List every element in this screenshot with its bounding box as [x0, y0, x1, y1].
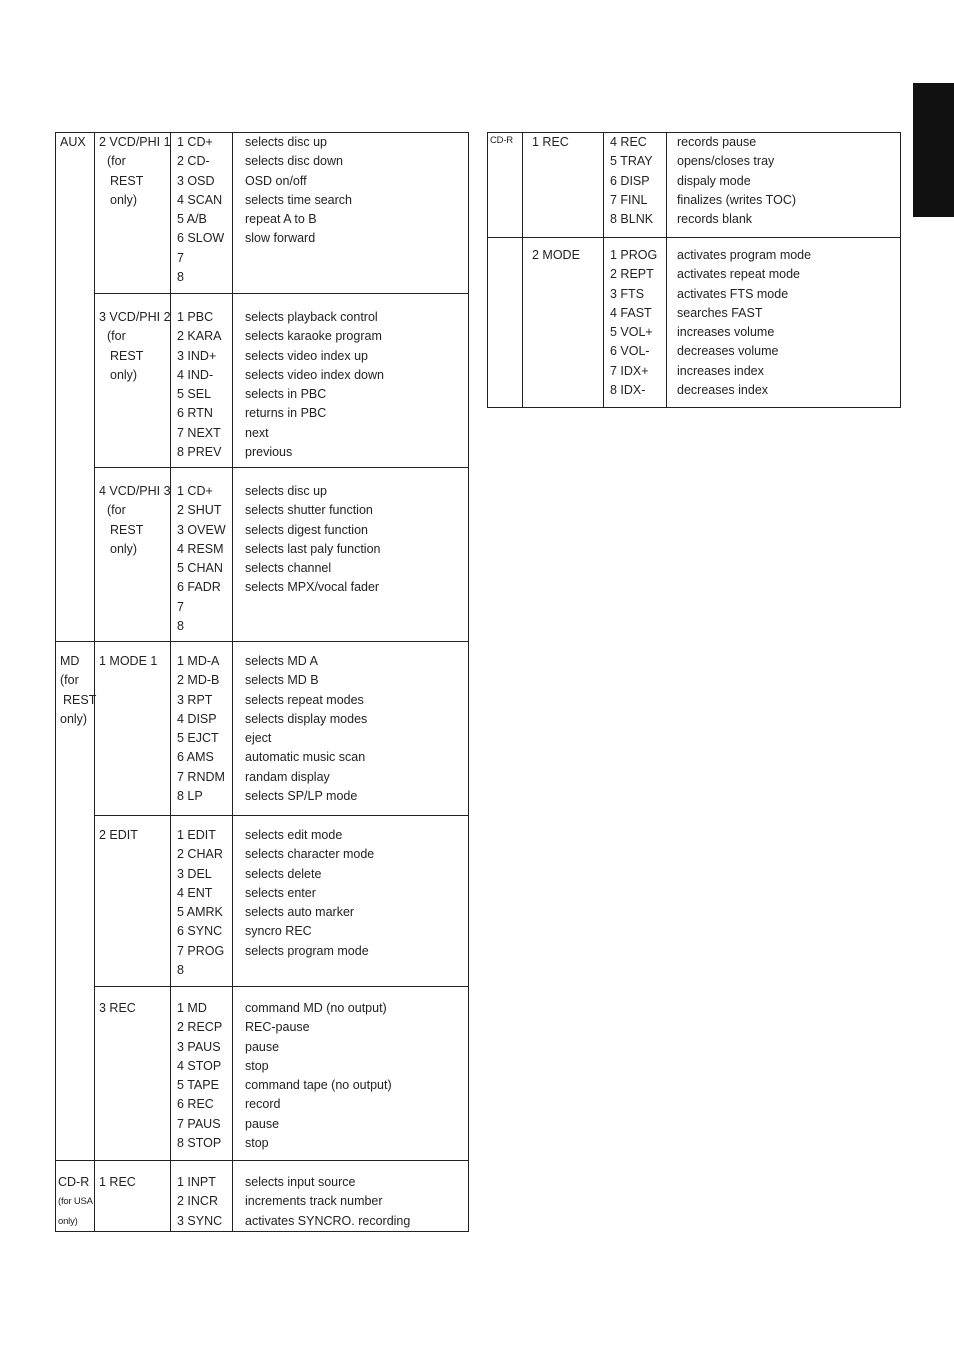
key-label: 2 INCR	[177, 1194, 218, 1209]
function-list	[233, 294, 469, 468]
function-text: previous	[245, 445, 293, 460]
function-text: selects karaoke program	[245, 329, 382, 344]
key-label: 8	[177, 963, 184, 978]
function-text: returns in PBC	[245, 406, 327, 421]
key-label: 3 SYNC	[177, 1213, 223, 1228]
mode-cell	[523, 238, 604, 408]
function-text: finalizes (writes TOC)	[677, 192, 797, 207]
mode-label: 1 MODE 1	[99, 654, 158, 668]
key-label: 1 PBC	[177, 310, 214, 324]
remote-codes-table-right	[487, 132, 901, 408]
mode-note: (for	[107, 329, 126, 344]
key-label: 6 DISP	[610, 173, 650, 188]
key-label: 4 STOP	[177, 1058, 222, 1073]
device-note: only)	[58, 1215, 78, 1227]
key-label: 6 FADR	[177, 580, 221, 595]
key-label: 4 IND-	[177, 367, 214, 382]
mode-note: REST	[110, 173, 144, 188]
device-label: CD-R	[58, 1175, 90, 1189]
key-label: 1 INPT	[177, 1175, 216, 1189]
key-label: 2 REPT	[610, 267, 654, 282]
function-text: randam display	[245, 769, 330, 784]
key-label: 8 IDX-	[610, 383, 646, 398]
function-text: selects MD B	[245, 673, 319, 688]
function-text: selects channel	[245, 561, 332, 576]
key-label: 4 REC	[610, 135, 647, 149]
mode-label: 2 EDIT	[99, 828, 138, 842]
key-label: 3 PAUS	[177, 1039, 221, 1054]
function-text: selects playback control	[245, 310, 378, 324]
function-text: selects input source	[245, 1175, 356, 1189]
key-list	[171, 294, 233, 468]
key-label: 6 AMS	[177, 750, 214, 765]
function-text: selects digest function	[245, 522, 368, 537]
function-text: opens/closes tray	[677, 154, 775, 169]
function-text: repeat A to B	[245, 212, 317, 227]
key-label: 1 EDIT	[177, 828, 216, 842]
key-label: 7	[177, 250, 184, 265]
mode-label: 1 REC	[99, 1175, 136, 1189]
key-label: 7 PROG	[177, 943, 225, 958]
function-text: stop	[245, 1136, 269, 1151]
table-row	[56, 816, 469, 987]
mode-label: 3 VCD/PHI 2	[99, 310, 171, 324]
table-row	[56, 133, 469, 294]
function-text: increases volume	[677, 325, 775, 340]
mode-label: 2 VCD/PHI 1	[99, 135, 171, 149]
device-cell-cdr	[56, 1161, 95, 1232]
table-row	[56, 294, 469, 468]
remote-codes-table-left	[55, 132, 469, 1232]
key-label: 5 TRAY	[610, 154, 653, 169]
key-label: 6 SYNC	[177, 924, 223, 939]
function-text: selects character mode	[245, 847, 375, 862]
key-label: 4 FAST	[610, 305, 652, 320]
mode-label: 2 MODE	[532, 248, 580, 262]
function-list	[233, 1161, 469, 1232]
function-text: selects edit mode	[245, 828, 343, 842]
key-label: 3 FTS	[610, 286, 645, 301]
function-text: activates FTS mode	[677, 286, 789, 301]
function-text: selects time search	[245, 192, 352, 207]
key-list	[171, 816, 233, 987]
key-label: 2 CD-	[177, 154, 210, 169]
mode-note: only)	[110, 192, 138, 207]
function-text: slow forward	[245, 231, 316, 246]
function-text: activates repeat mode	[677, 267, 800, 282]
function-text: stop	[245, 1058, 269, 1073]
key-list	[171, 133, 233, 294]
function-list	[233, 816, 469, 987]
key-label: 7 IDX+	[610, 363, 649, 378]
key-label: 5 CHAN	[177, 561, 223, 576]
key-label: 1 MD	[177, 1001, 207, 1015]
mode-label: 4 VCD/PHI 3	[99, 484, 171, 498]
function-text: command tape (no output)	[245, 1078, 392, 1093]
function-text: command MD (no output)	[245, 1001, 387, 1015]
device-label: CD-R	[490, 135, 513, 146]
key-label: 3 RPT	[177, 692, 213, 707]
key-list	[604, 133, 667, 238]
function-text: pause	[245, 1039, 280, 1054]
device-note: (for	[60, 673, 79, 688]
function-list	[667, 133, 901, 238]
key-label: 8 STOP	[177, 1136, 222, 1151]
key-label: 6 VOL-	[610, 344, 650, 359]
device-cell-cdr	[488, 133, 523, 238]
function-text: selects auto marker	[245, 905, 355, 920]
key-label: 3 IND+	[177, 348, 217, 363]
function-text: selects MPX/vocal fader	[245, 580, 380, 595]
mode-note: only)	[110, 367, 138, 382]
key-list	[171, 642, 233, 816]
function-list	[233, 642, 469, 816]
key-label: 3 OVEW	[177, 522, 226, 537]
key-label: 2 CHAR	[177, 847, 223, 862]
function-text: selects video index down	[245, 367, 384, 382]
table-row	[56, 987, 469, 1161]
key-label: 7 RNDM	[177, 769, 225, 784]
key-label: 1 PROG	[610, 248, 658, 262]
function-list	[233, 468, 469, 642]
mode-note: REST	[110, 522, 144, 537]
mode-note: REST	[110, 348, 144, 363]
function-text: increments track number	[245, 1194, 383, 1209]
function-text: selects last paly function	[245, 541, 381, 556]
function-text: dispaly mode	[677, 173, 751, 188]
key-label: 5 TAPE	[177, 1078, 219, 1093]
key-label: 8	[177, 270, 184, 285]
key-label: 2 RECP	[177, 1020, 223, 1035]
key-label: 5 EJCT	[177, 731, 219, 746]
function-text: eject	[245, 731, 272, 746]
table-row	[488, 133, 901, 238]
key-label: 5 VOL+	[610, 325, 653, 340]
function-text: selects video index up	[245, 348, 368, 363]
key-label: 4 ENT	[177, 885, 213, 900]
key-label: 1 CD+	[177, 135, 213, 149]
mode-cell	[95, 468, 171, 642]
key-label: 6 SLOW	[177, 231, 225, 246]
device-label: AUX	[60, 135, 86, 149]
key-label: 3 DEL	[177, 866, 212, 881]
function-text: next	[245, 425, 269, 440]
device-note: (for USA	[58, 1196, 93, 1208]
function-text: record	[245, 1097, 281, 1112]
function-text: syncro REC	[245, 924, 312, 939]
mode-cell	[95, 294, 171, 468]
key-list	[604, 238, 667, 408]
key-label: 6 RTN	[177, 406, 213, 421]
function-text: REC-pause	[245, 1020, 310, 1035]
function-text: decreases index	[677, 383, 769, 398]
table-row	[56, 1161, 469, 1232]
function-text: selects SP/LP mode	[245, 789, 358, 804]
key-label: 7 NEXT	[177, 425, 221, 440]
function-text: searches FAST	[677, 305, 763, 320]
function-text: records pause	[677, 135, 757, 149]
key-list	[171, 987, 233, 1161]
function-text: selects delete	[245, 866, 322, 881]
device-cell-md	[56, 642, 95, 1161]
key-label: 8 LP	[177, 789, 203, 804]
key-label: 6 REC	[177, 1097, 214, 1112]
function-text: pause	[245, 1116, 280, 1131]
key-label: 2 SHUT	[177, 503, 222, 518]
language-side-tab	[913, 83, 954, 217]
mode-cell	[95, 642, 171, 816]
device-note: only)	[60, 711, 88, 726]
key-label: 8 BLNK	[610, 212, 654, 227]
key-label: 4 DISP	[177, 711, 217, 726]
function-text: selects shutter function	[245, 503, 373, 518]
function-text: activates program mode	[677, 248, 812, 262]
table-row	[56, 468, 469, 642]
table-row	[488, 238, 901, 408]
key-label: 2 MD-B	[177, 673, 220, 688]
mode-cell	[95, 1161, 171, 1232]
function-text: records blank	[677, 212, 753, 227]
key-label: 5 A/B	[177, 212, 207, 227]
key-label: 5 SEL	[177, 387, 212, 402]
function-list	[233, 987, 469, 1161]
mode-cell	[95, 133, 171, 294]
key-label: 7 PAUS	[177, 1116, 221, 1131]
mode-label: 3 REC	[99, 1001, 136, 1015]
function-text: selects MD A	[245, 654, 318, 668]
function-text: OSD on/off	[245, 173, 307, 188]
table-row	[56, 642, 469, 816]
mode-note: only)	[110, 541, 138, 556]
key-label: 7 FINL	[610, 192, 648, 207]
function-text: increases index	[677, 363, 764, 378]
key-list	[171, 468, 233, 642]
function-text: selects display modes	[245, 711, 368, 726]
key-list	[171, 1161, 233, 1232]
function-list	[667, 238, 901, 408]
mode-note: (for	[107, 154, 126, 169]
key-label: 1 CD+	[177, 484, 213, 498]
key-label: 1 MD-A	[177, 654, 220, 668]
key-label: 2 KARA	[177, 329, 222, 344]
mode-cell	[95, 816, 171, 987]
device-cell-aux	[56, 133, 95, 642]
device-label: MD	[60, 654, 80, 668]
mode-cell	[95, 987, 171, 1161]
mode-cell	[523, 133, 604, 238]
key-label: 5 AMRK	[177, 905, 223, 920]
function-text: selects in PBC	[245, 387, 327, 402]
mode-note: (for	[107, 503, 126, 518]
key-label: 8	[177, 619, 184, 634]
key-label: 4 SCAN	[177, 192, 223, 207]
function-text: selects program mode	[245, 943, 369, 958]
function-text: selects disc up	[245, 135, 327, 149]
function-text: selects enter	[245, 885, 316, 900]
device-note: REST	[63, 692, 97, 707]
function-text: selects disc up	[245, 484, 327, 498]
function-text: selects disc down	[245, 154, 343, 169]
function-text: activates SYNCRO. recording	[245, 1213, 411, 1228]
key-label: 7	[177, 599, 184, 614]
function-text: decreases volume	[677, 344, 779, 359]
function-text: selects repeat modes	[245, 692, 364, 707]
key-label: 4 RESM	[177, 541, 224, 556]
device-cell-empty	[488, 238, 523, 408]
key-label: 3 OSD	[177, 173, 215, 188]
key-label: 8 PREV	[177, 445, 222, 460]
function-text: automatic music scan	[245, 750, 366, 765]
mode-label: 1 REC	[532, 135, 569, 149]
function-list	[233, 133, 469, 294]
